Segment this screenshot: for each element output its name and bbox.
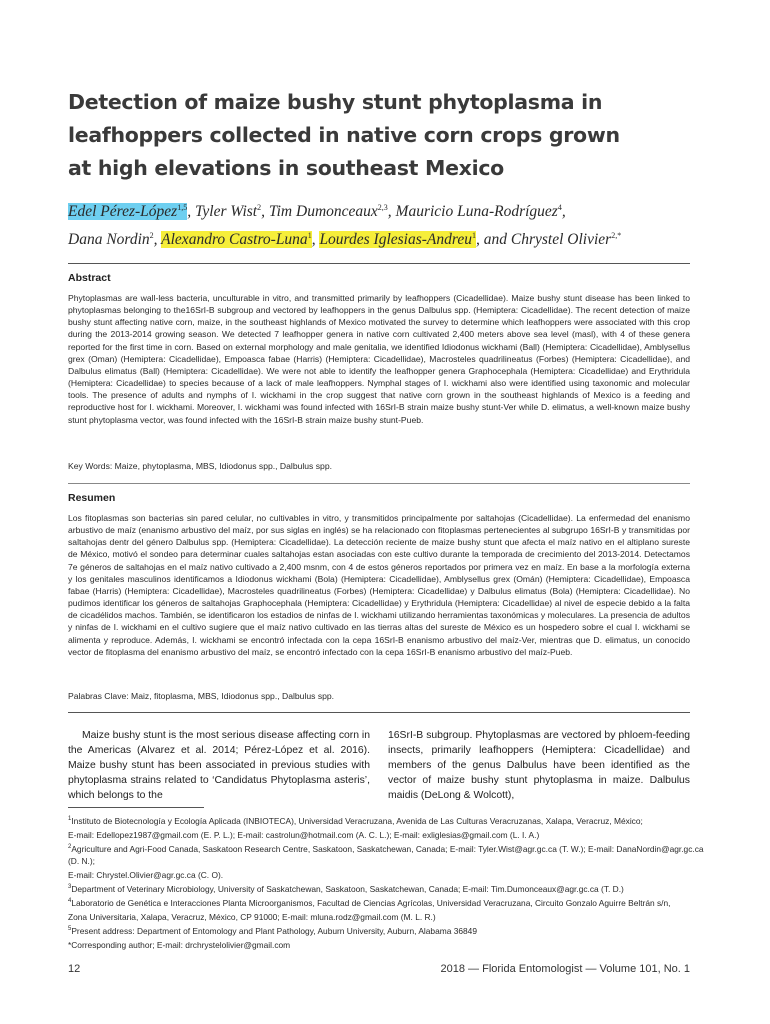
body-column-left: Maize bushy stunt is the most serious disease affecting corn in the Americas (Alvarez et al. 2014; Pérez-López et al. 2016). Maize bushy stunt has been associated in previous studies with phytoplasma strains related to ‘Candidatus Phytoplasma asteris’, which belongs to the xyxy=(68,730,371,801)
footnote: E-mail: Edellopez1987@gmail.com (E. P. L.); E-mail: castrolun@hotmail.com (A. C. L.); E-mail: exliglesias@gmail.com (L. I. A.) xyxy=(68,829,540,840)
resumen-body: Los fitoplasmas son bacterias sin pared celular, no cultivables in vitro, y transmitidos principalmente por saltahojas (Cicadellidae). La enfermedad del enanismo arbustivo de maíz (enanismo arbustivo del maíz, por sus siglas en inglés) se ha relacionado con fitoplasmas pertenecientes al subgrupo 16SrI-B y transmitidas por saltahojas dentr del género Dalbulus spp. (Hemiptera: Cicadellidae). La detección reciente de maize bushy stunt que afecta el maíz nativo en el altiplano sureste de México, motivó el sondeo para determinar cuales saltahojas estan asociadas con este cultivo durante la temporada de crecimiento del 2013-2014. Detectamos 7e géneros de saltahojas en el maíz nativo cultivado a 2,400 msnm, con 4 de estos géneros reportados por primera vez en maíz. En base a la morfología externa y los genitales masculinos identificamos a Idiodonus wickhami (Bola) (Hemiptera: Cicadellidae), Amblysellus grex (Omán) (Hemiptera: Cicadellidae), Empoasca fabae (Harris) (Hemiptera: Cicadellidae), Macrosteles quadrilineatus (Forbes) (Hemiptera: Cicadellidae) y Dalbulus elimatus (Bola) (Hemiptera: Cicadellidae). No pudimos identificar los géneros de saltahojas Graphocephala (Hemiptera: Cicadellidae) y Erythridula (Hemiptera: Cicadellidae) al nivel de especie debido a la falta de cicadélidos machos. También, se identificaron los estadios de ninfas de I. wickhami utilizando herramientas taxonómicas y moleculares. La presencia de adultos y ninfas de I. wickhami en el cultivo sugiere que el maíz nativo cultivado en las tierras altas del sureste de México es un hospedero sobre el cual I. wickhami se alimenta y reproduce. Además, I. wickhami se encontró infectada con la cepa 16SrI-B enanismo arbustivo del maíz-Ver, mientras que D. elimatus, un conocido vector de fitoplasma del enanismo arbustivo del maíz, se encontró infectado con la cepa 16SrI-B enanismo arbustivo del maíz-Pueb. xyxy=(68,513,690,657)
author-name: Mauricio Luna-Rodríguez$^4$ xyxy=(395,203,562,221)
author-name: Alexandro Castro-Luna$^1$ xyxy=(161,231,312,249)
author-name: Lourdes Iglesias-Andreu$^1$ xyxy=(319,231,476,249)
author-name: Dana Nordin$^2$ xyxy=(68,231,154,249)
title-line: leafhoppers collected in native corn crops grown xyxy=(68,123,620,147)
footnote-rule xyxy=(68,807,204,808)
author-name: Tim Dumonceaux$^{2,3}$ xyxy=(268,203,388,221)
title-line: at high elevations in southeast Mexico xyxy=(68,156,504,180)
footnote: $^5$Present address: Department of Entomology and Plant Pathology, Auburn University, Auburn, Alabama 36849 xyxy=(68,926,477,936)
footnote: $^3$Department of Veterinary Microbiology, University of Saskatchewan, Saskatoon, Saskatchewan, Canada; E-mail: Tim.Dumonceaux@agr.gc.ca (T. D.) xyxy=(68,884,624,894)
abstract-top-rule xyxy=(68,263,690,264)
author-name: Tyler Wist$^2$ xyxy=(194,203,262,221)
footnote: $^4$Laboratorio de Genética e Interacciones Planta Microorganismos, Facultad de Ciencias Agrícolas, Universidad Veracruzana, Circuito Gonzalo Aguirre Beltrán s/n, xyxy=(68,898,671,908)
footnote: Zona Universitaria, Xalapa, Veracruz, México, CP 91000; E-mail: mluna.rodz@gmail.com (M. L. R.) xyxy=(68,912,436,922)
footnote: $^2$Agriculture and Agri-Food Canada, Saskatoon Research Centre, Saskatoon, Saskatchewan, Canada; E-mail: Tyler.Wist@agr.gc.ca (T. W.); E-mail: DanaNordin@agr.gc.ca (D. N.); xyxy=(68,843,704,866)
page-number: 12 xyxy=(68,963,81,975)
resumen-heading: Resumen xyxy=(68,492,116,504)
resumen-top-rule xyxy=(68,483,690,484)
author-name: Edel Pérez-López$^{1,5}$ xyxy=(68,203,188,221)
journal-citation: 2018 — Florida Entomologist — Volume 101, No. 1 xyxy=(440,963,690,975)
abstract-heading: Abstract xyxy=(68,272,111,284)
abstract-keywords: Key Words: Maize, phytoplasma, MBS, Idiodonus spp., Dalbulus spp. xyxy=(68,461,332,471)
author-list: Edel Pérez-López$^{1,5}$, Tyler Wist$^2$, Tim Dumonceaux$^{2,3}$, Mauricio Luna-Rodríguez$^4$, Dana Nordin$^2$, Alexandro Castro-Luna$^1$, Lourdes Iglesias-Andreu$^1$, and Chrystel Olivier$^{2,*}$ xyxy=(68,203,622,249)
abstract-body: Phytoplasmas are wall-less bacteria, unculturable in vitro, and transmitted primarily by leafhoppers (Cicadellidae). Maize bushy stunt disease has been linked to phytoplasmas belonging to the16SrI-B subgroup and vectored by leafhoppers in the genus Dalbulus spp. (Hemiptera: Cicadellidae). The recent detection of maize bushy stunt affecting native corn, maize, in the southeast highlands of Mexico motivated the survey to determine which leafhoppers were associated with this crop during the 2013-2014 growing season. We detected 7 leafhopper genera in native corn cultivated 2,400 meters above sea level (masl), with 4 of these genera reported for the first time in corn. Based on external morphology and male genitalia, we identified Idiodonus wickhami (Ball) (Hemiptera: Cicadellidae), Amblysellus grex (Oman) (Hemiptera: Cicadellidae), Empoasca fabae (Harris) (Hemiptera: Cicadellidae), Macrosteles quadrilineatus (Forbes) (Hemiptera: Cicadellidae), and Dalbulus elimatus (Ball) (Hemiptera: Cicadellidae). We were not able to identify the leafhopper genera Graphocephala (Hemiptera: Cicadellidae) and Erythridula (Hemiptera: Cicadellidae) to species because of a lack of male leafhoppers. Nymphal stages of I. wickhami also were identified using taxonomic and molecular tools. The presence of adults and nymphs of I. wickhami in the crop suggest that native corn grown in the southeast highlands of Mexico is a feeding and reproductive host for I. wickhami. Moreover, I. wickhami was found infected with 16SrI-B strain maize bushy stunt-Ver while D. elimatus, a well-known maize bushy stunt phytoplasma vector, was found infected with the 16SrI-B strain maize bushy stunt-Pueb. xyxy=(68,293,690,425)
footnote: *Corresponding author; E-mail: drchrystelolivier@gmail.com xyxy=(68,940,291,950)
resumen-keywords: Palabras Clave: Maiz, fitoplasma, MBS, Idiodonus spp., Dalbulus spp. xyxy=(68,691,335,701)
author-name: Chrystel Olivier$^{2,*}$ xyxy=(510,231,622,249)
footnote: $^1$Instituto de Biotecnología y Ecología Aplicada (INBIOTECA), Universidad Veracruzana, Avenida de Las Culturas Veracruzanas, Xalapa, Veracruz, México; xyxy=(68,815,643,826)
body-top-rule xyxy=(68,712,690,713)
title-line: Detection of maize bushy stunt phytoplasma in xyxy=(68,90,603,114)
footnote: E-mail: Chrystel.Olivier@agr.gc.ca (C. O). xyxy=(68,870,224,880)
article-title xyxy=(68,86,698,185)
footnotes xyxy=(68,813,708,951)
body-column-right: 16SrI-B subgroup. Phytoplasmas are vectored by phloem-feeding insects, primarily leafhoppers (Hemiptera: Cicadellidae) and members of the genus Dalbulus have been identified as the vector of maize bushy stunt phytoplasma in maize. Dalbulus maidis (DeLong & Wolcott), xyxy=(388,730,690,801)
